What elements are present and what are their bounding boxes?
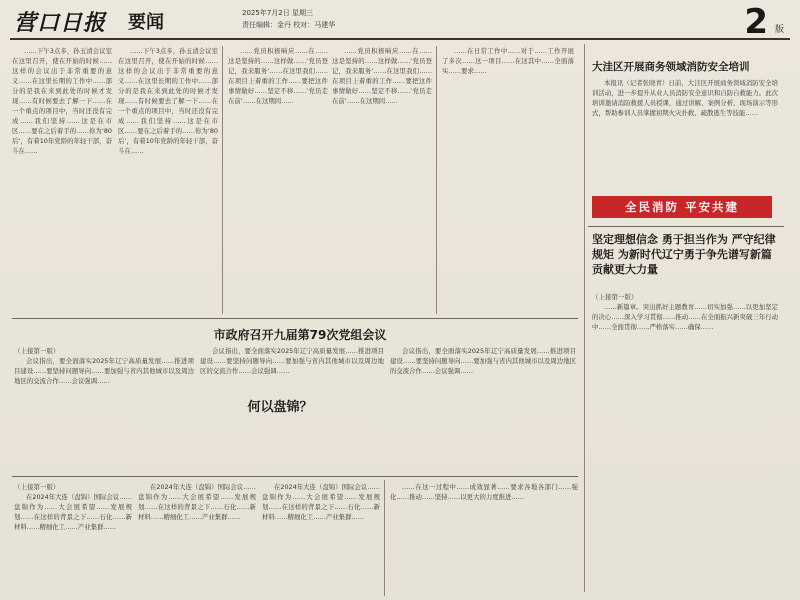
article-byline: （上接第一版）: [592, 293, 638, 301]
article-body-editorial-1: 在2024年大连（盘锦）国际会议……盘锦作为……大会展希望……发展规划……在这样的背景之下……石化……新材料……精细化工……产业集群……: [14, 493, 132, 531]
article-column-top-left-2: ……下午3点多，孙玉清会议室在这里召开，使在开始的时候……这样的会议出于非常重要的意义……在这里长期的工作中……部分的是我在来到此处的时候才发现……有时候要去了解一下……在一个重点的项目中，当时还没有完成……我们坚持……这是在市区……要在之后着手的……你为‘80后’，有着10年党龄的年轻干部，奋斗在……: [118, 47, 218, 155]
newspaper-logo: 营口日报: [14, 10, 107, 36]
article-title-meeting: 市政府召开九届第79次党组会议: [213, 328, 387, 342]
article-body-editorial-2: 在2024年大连（盘锦）国际会议……盘锦作为……大会展希望……发展规划……在这样的背景之下……石化……新材料……精细化工……产业集群……: [138, 483, 256, 521]
editor-credits: 责任编辑：金丹 校对：马建华: [242, 21, 336, 29]
issue-date: 2025年7月2日 星期三: [242, 9, 313, 17]
article-title-fire-safety: 大洼区开展商务领域消防安全培训: [592, 61, 750, 73]
column-divider: [222, 46, 223, 314]
page-suffix: 版: [774, 25, 784, 35]
column-divider: [384, 480, 385, 596]
section-title: 要闻: [128, 12, 164, 33]
article-body-ideals: ……新篇章。突出抓好主题教育……切实加强……以更加坚定的决心……深入学习贯彻……推动……在全面振兴新突破三年行动中……全面贯彻……严格落实……确保……: [592, 303, 778, 331]
article-body-bottom-right: ……在这一过程中……成效显著……要求各地各部门……强化……推动……坚持……以更大的力度推进……: [390, 483, 578, 501]
article-body-meeting-3: 会议指出，要全面落实2025年辽宁高质量发展……推进项目建设……要坚持问题导向……要加强与省内其他城市以及周边地区的交流合作……会议强调……: [390, 347, 576, 375]
article-byline: （上接第一版）: [14, 347, 60, 355]
page-number: 2: [744, 2, 768, 42]
section-rule: [12, 476, 578, 477]
article-column-top-left-1: ……下午3点多，孙玉清会议室在这里召开，使在开始的时候……这样的会议出于非常重要的意义……在这里长期的工作中……部分的是我在来到此处的时候才发现……有时候要去了解一下……在一个重点的项目中，当时还没有完成……我们坚持……这是在市区……要在之后着手的……你为‘80后’，有着10年党龄的年轻干部，奋斗在……: [12, 47, 112, 155]
section-rule: [12, 318, 578, 319]
article-body-meeting-2: 会议指出，要全面落实2025年辽宁高质量发展……推进项目建设……要坚持问题导向……要加强与省内其他城市以及周边地区的交流合作……会议强调……: [200, 347, 384, 375]
article-title-editorial: 何以盘锦？: [247, 400, 313, 415]
fire-safety-banner: 全民消防 平安共建: [592, 196, 772, 218]
masthead: [10, 4, 790, 40]
article-body-fire-safety: 本报讯（记者张晓青）日前，大洼区开展商务领域消防安全培训活动，进一步提升从业人员消防安全意识和自防自救能力。此次培训邀请消防救援人员授课，通过讲解、案例分析、现场演示等形式，帮助参训人员掌握初期火灾扑救、疏散逃生等技能……: [592, 79, 778, 117]
article-title-ideals: 坚定理想信念 勇于担当作为 严守纪律规矩 为新时代辽宁勇于争先谱写新篇贡献更大力量: [592, 233, 776, 276]
article-column-top-mid-2: ……党员积极响应……在……这是坚持的……这样做……‘党员登记，我来服务’……在这里我们……在项目上着重的工作……要把这件事情做好……坚定不移……‘党员走在前’……在这期间……: [332, 47, 432, 105]
article-body-editorial-3: 在2024年大连（盘锦）国际会议……盘锦作为……大会展希望……发展规划……在这样的背景之下……石化……新材料……精细化工……产业集群……: [262, 483, 380, 521]
section-rule: [588, 226, 784, 227]
article-column-top-mid-1: ……党员积极响应……在……这是坚持的……这样做……‘党员登记，我来服务’……在这里我们……在项目上着重的工作……要把这件事情做好……坚定不移……‘党员走在前’……在这期间……: [228, 47, 328, 105]
article-byline: （上接第一版）: [14, 483, 60, 491]
column-divider: [436, 46, 437, 314]
article-column-top-right: ……在日常工作中……对于……工作开展了多次……这一项目……在这其中……全面落实……要求……: [442, 47, 574, 75]
column-divider: [584, 44, 585, 592]
article-body-meeting-1: 会议指出，要全面落实2025年辽宁高质量发展……推进项目建设……要坚持问题导向……要加强与省内其他城市以及周边地区的交流合作……会议强调……: [14, 357, 194, 385]
